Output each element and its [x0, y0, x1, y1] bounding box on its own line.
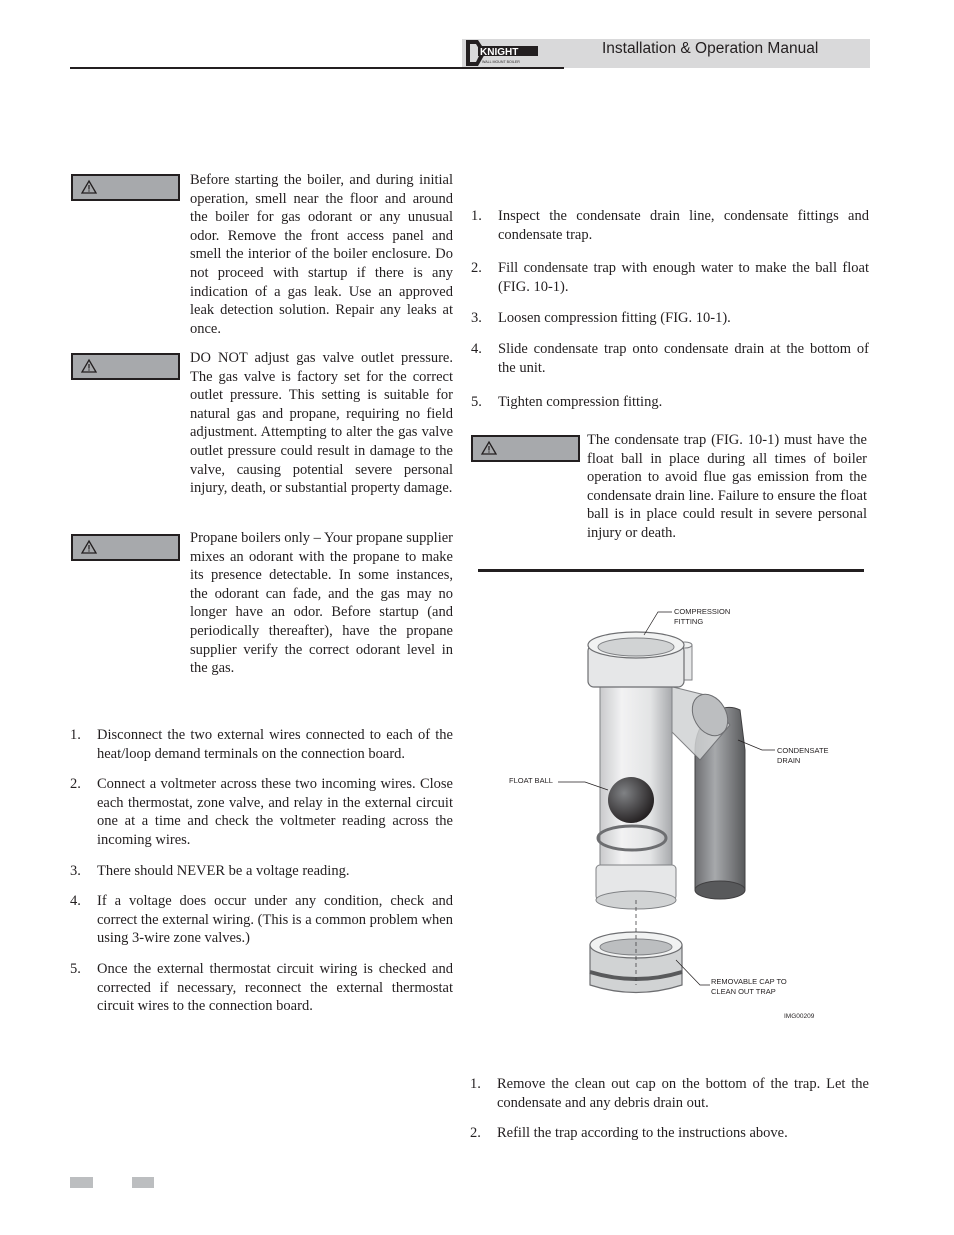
- condensate-trap-figure: [500, 600, 840, 1025]
- list-item: 1. Disconnect the two external wires connected to each of the heat/loop demand terminals on the connection board.: [70, 727, 453, 762]
- figure-rule: [478, 569, 864, 572]
- warning-text-propane: Propane boilers only – Your propane supplier mixes an odorant with the propane to make its presence detectable. In some instances, the odorant can fade, and the gas may no longer have an odor. Before startup (and periodically thereafter), have the propane supplier verify the correct odorant level in the gas.: [190, 530, 453, 677]
- svg-text:FITTING: FITTING: [674, 617, 704, 626]
- manual-title: Installation & Operation Manual: [602, 40, 819, 57]
- label-condensate-drain: CONDENSATE: [777, 746, 829, 755]
- list-item: 5. Once the external thermostat circuit wiring is checked and corrected if necessary, reconnect the external thermostat circuit wires to the connection board.: [70, 960, 453, 1015]
- list-item: 1. Remove the clean out cap on the bottom of the trap. Let the condensate and any debris drain out.: [470, 1076, 869, 1111]
- warning-triangle-icon: [81, 179, 97, 195]
- warning-label-box: [71, 353, 180, 380]
- float-ball: [608, 777, 654, 823]
- list-item: 3. Loosen compression fitting (FIG. 10-1).: [471, 310, 731, 327]
- list-item: 3. There should NEVER be a voltage reading.: [70, 862, 350, 879]
- svg-text:WALL MOUNT BOILER: WALL MOUNT BOILER: [482, 60, 520, 64]
- list-item: 2. Fill condensate trap with enough water to make the ball float (FIG. 10-1).: [471, 260, 869, 295]
- list-item: 4. Slide condensate trap onto condensate drain at the bottom of the unit.: [471, 340, 869, 376]
- footer-mark: [132, 1177, 154, 1188]
- warning-triangle-icon: [481, 440, 497, 456]
- label-float-ball: FLOAT BALL: [509, 776, 553, 785]
- warning-triangle-icon: [81, 539, 97, 555]
- list-item: 2. Refill the trap according to the instructions above.: [470, 1125, 788, 1142]
- list-item: 5. Tighten compression fitting.: [471, 394, 663, 411]
- svg-text:KNIGHT: KNIGHT: [480, 47, 519, 58]
- warning-text-gas-valve: DO NOT adjust gas valve outlet pressure. The gas valve is factory set for the correct outlet pressure. This setting is suitable for natural gas and propane, requiring no field adjustment. Attempting to alter the gas valve outlet pressure could result in damage to the valve, causing potential severe personal injury, death, or substantial property damage.: [190, 350, 453, 497]
- warning-text-gas-odor: Before starting the boiler, and during initial operation, smell near the floor and around the boiler for gas odorant or any unusual odor. Remove the front access panel and smell the interior of the boiler enclosure. Do not proceed with startup if there is any indication of a gas leak. Use an approved leak detection solution. Repair any leaks at once.: [190, 172, 453, 337]
- svg-text:CLEAN OUT TRAP: CLEAN OUT TRAP: [711, 987, 776, 996]
- list-item: 1. Inspect the condensate drain line, condensate fittings and condensate trap.: [471, 208, 869, 243]
- condensate-trap-steps: [471, 207, 869, 412]
- svg-text:DRAIN: DRAIN: [777, 756, 801, 765]
- clean-out-steps: [470, 1075, 869, 1143]
- label-removable-cap: REMOVABLE CAP TO: [711, 977, 787, 986]
- footer-mark: [70, 1177, 93, 1188]
- warning-label-box: [471, 435, 580, 462]
- knight-logo: [464, 38, 544, 68]
- warning-triangle-icon: [81, 358, 97, 374]
- label-compression-fitting: COMPRESSION: [674, 607, 731, 616]
- list-item: 2. Connect a voltmeter across these two incoming wires. Close each thermostat, zone valve, and relay in the external circuit one at a time and check the voltmeter reading across the incoming wires.: [70, 776, 453, 848]
- image-code: IMG00209: [784, 1013, 815, 1020]
- warning-label-box: [71, 534, 180, 561]
- warning-text-float-ball: The condensate trap (FIG. 10-1) must have the float ball in place during all times of boiler operation to avoid flue gas emission from the condensate drain line. Failure to ensure the float ball is in place could result in severe personal injury or death.: [587, 432, 867, 541]
- thermostat-check-steps: [70, 726, 453, 1016]
- list-item: 4. If a voltage does occur under any condition, check and correct the external wiring. (This is a common problem when using 3-wire zone valves.): [70, 893, 453, 947]
- warning-label-box: [71, 174, 180, 201]
